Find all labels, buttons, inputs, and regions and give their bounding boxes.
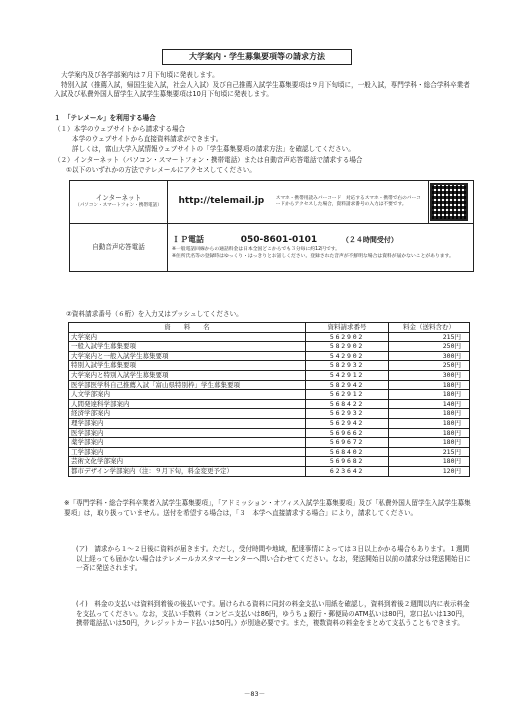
contact-table (69, 180, 474, 272)
qr-cell (429, 181, 474, 224)
column-header: 資料請求番号 (306, 323, 389, 333)
item-text: 本学のウェブサイトから直接資料請求ができます。 (72, 135, 223, 143)
item-text: ②資料請求番号（６桁）を入力又はプッシュしてください。 (66, 310, 243, 318)
table-body (69, 332, 470, 476)
item-text: 詳しくは，富山大学入試情報ウェブサイトの「学生募集要項の請求方法」を確認してください。 (72, 145, 355, 153)
fee-cell: 180円 (389, 438, 470, 448)
item-text: ①以下のいずれかの方法でテレメールにアクセスしてください。 (66, 166, 256, 174)
request-number-cell: 568422 (306, 399, 389, 409)
intro-paragraph: 特別入試（推薦入試，帰国生徒入試，社会人入試）及び自己推薦入試学生募集要項は９月下旬頃に，一般入試，専門学科・総合学科卒業者入試及び私費外国人留学生入試学生募集要項は10月下旬頃に発表します。 (54, 80, 470, 99)
fee-cell: 180円 (389, 390, 470, 400)
fee-cell: 180円 (389, 457, 470, 467)
phone-line (172, 234, 469, 247)
intro-text (54, 71, 474, 100)
table-row (69, 399, 470, 409)
page-title: 大学案内・学生募集要項等の請求方法 (162, 49, 352, 65)
request-number-cell: 562912 (306, 390, 389, 400)
fee-cell: 120円 (389, 466, 470, 476)
column-header: 料金（送料含む） (389, 323, 470, 333)
url-cell (167, 181, 274, 224)
document-name-cell: 医学部案内 (69, 428, 306, 438)
request-number-cell: 542902 (306, 351, 389, 361)
request-number-cell: 582932 (306, 361, 389, 371)
price-table (68, 322, 470, 477)
qr-note: スマホ・携帯用読みバーコード 対応するスマホ・携帯で右のバーコードからアクセスした場合，資料請求番号の入力は不要です。 (275, 181, 429, 224)
item-heading: （２）インターネット（パソコン・スマートフォン・携帯電話）または自動音声応答電話で請求する場合 (54, 156, 363, 164)
request-number-cell: 582942 (306, 380, 389, 390)
document-name-cell: 理学部案内 (69, 418, 306, 428)
fee-cell: 215円 (389, 447, 470, 457)
phone-label: 自動音声応答電話 (92, 242, 145, 251)
request-number-cell: 562942 (306, 418, 389, 428)
request-number-cell: 582902 (306, 342, 389, 352)
document-name-cell: 人文学部案内 (69, 390, 306, 400)
phone-hours: （２４時間受付） (341, 236, 398, 245)
fee-cell: 180円 (389, 418, 470, 428)
table-row (69, 418, 470, 428)
phone-note: ※住所氏名等の登録時はゆっくり・はっきりとお話しください。登録された音声が不鮮明な場合は資料が届かないことがあります。 (171, 254, 454, 260)
fee-cell: 250円 (389, 342, 470, 352)
request-number-cell: 568402 (306, 447, 389, 457)
document-name-cell: 特別入試学生募集要項 (69, 361, 306, 371)
telemail-url[interactable]: http://telemail.jp (178, 196, 265, 207)
table-row (69, 466, 470, 476)
ip-label: ＩＰ電話 (171, 235, 204, 245)
document-name-cell: 都市デザイン学部案内（注：９月下旬，料金変更予定） (69, 466, 306, 476)
document-name-cell: 工学部案内 (69, 447, 306, 457)
internet-sub: （パソコン・スマートフォン・携帯電話） (75, 203, 162, 209)
fee-cell: 180円 (389, 428, 470, 438)
table-row (69, 370, 470, 380)
qr-code-icon[interactable] (430, 183, 468, 221)
request-number-cell: 623642 (306, 466, 389, 476)
document-name-cell: 大学案内と一般入試学生募集要項 (69, 351, 306, 361)
phone-note: ※一般電話回線からの通話料金は日本全国どこからでも３分毎に約12円です。 (171, 247, 340, 253)
document-name-cell: 大学案内と特別入試学生募集要項 (69, 370, 306, 380)
request-number-cell: 569682 (306, 457, 389, 467)
fee-cell: 215円 (389, 332, 470, 342)
table-header-row (69, 323, 470, 333)
table-row (69, 361, 470, 371)
table-row (69, 332, 470, 342)
table-row (69, 380, 470, 390)
fee-cell: 180円 (389, 380, 470, 390)
document-name-cell: 薬学部案内 (69, 438, 306, 448)
fee-cell: 300円 (389, 370, 470, 380)
request-number-cell: 542912 (306, 370, 389, 380)
fee-cell: 250円 (389, 361, 470, 371)
note-star: ※「専門学科・総合学科卒業者入試学生募集要項」，「アドミッション・オフィス入試学生募集要項」及び「私費外国人留学生入試学生募集要項」は，取り扱っていません。送付を希望する場合は，「３ 本学へ直接請求する場合」により，請求してください。 (64, 499, 471, 517)
table-row (69, 428, 470, 438)
column-header: 資 料 名 (69, 323, 306, 333)
request-number-cell: 562932 (306, 409, 389, 419)
note-a: (ア) 請求から１～２日後に資料が届きます。ただし，受付時間や地域，配達事情によっては３日以上かかる場合もあります。１週間以上経っても届かない場合はテレメールカスタマーセンターへ問い合わせてください。なお，発送開始日以前の請求分は発送開始日に一斉に発送されます。 (76, 545, 471, 573)
document-name-cell: 経済学部案内 (69, 409, 306, 419)
request-number-cell: 562902 (306, 332, 389, 342)
section-heading: １ 「テレメール」を利用する場合 (54, 114, 156, 122)
internet-label: インターネット (95, 193, 142, 202)
table-row (69, 438, 470, 448)
intro-paragraph: 大学案内及び各学部案内は７月下旬頃に発表します。 (61, 71, 219, 79)
table-row (69, 409, 470, 419)
fee-cell: 300円 (389, 351, 470, 361)
table-row (69, 342, 470, 352)
phone-label-cell (70, 224, 168, 272)
document-name-cell: 一般入試学生募集要項 (69, 342, 306, 352)
document-name-cell: 医学部医学科自己推薦入試「富山県特別枠」学生募集要項 (69, 380, 306, 390)
fee-cell: 180円 (389, 409, 470, 419)
phone-info-cell (167, 224, 473, 272)
table-row (69, 351, 470, 361)
document-name-cell: 芸術文化学部案内 (69, 457, 306, 467)
document-name-cell: 人間発達科学部案内 (69, 399, 306, 409)
item-heading: （１）本学のウェブサイトから請求する場合 (54, 125, 186, 133)
document-name-cell: 大学案内 (69, 332, 306, 342)
table-row (69, 457, 470, 467)
request-number-cell: 569662 (306, 428, 389, 438)
page-number: －83－ (243, 690, 266, 698)
table-row (69, 390, 470, 400)
fee-cell: 140円 (389, 399, 470, 409)
phone-number: 050-8601-0101 (240, 235, 318, 246)
request-number-cell: 569672 (306, 438, 389, 448)
table-row (69, 447, 470, 457)
note-b: (イ) 料金の支払いは資料到着後の後払いです。届けられる資料に同封の料金支払い用紙を確認し，資料到着後２週間以内に表示料金を支払ってください。なお，支払い手数料（コンビニ支払いは86円，ゆうちょ銀行・郵便局のATM払いは80円，窓口払いは130円，携帯電話払いは50円，クレジットカード払いは50円。）が別途必要です。また，複数資料の料金をまとめて支払うこともできます。 (76, 600, 470, 628)
internet-cell (70, 181, 168, 224)
